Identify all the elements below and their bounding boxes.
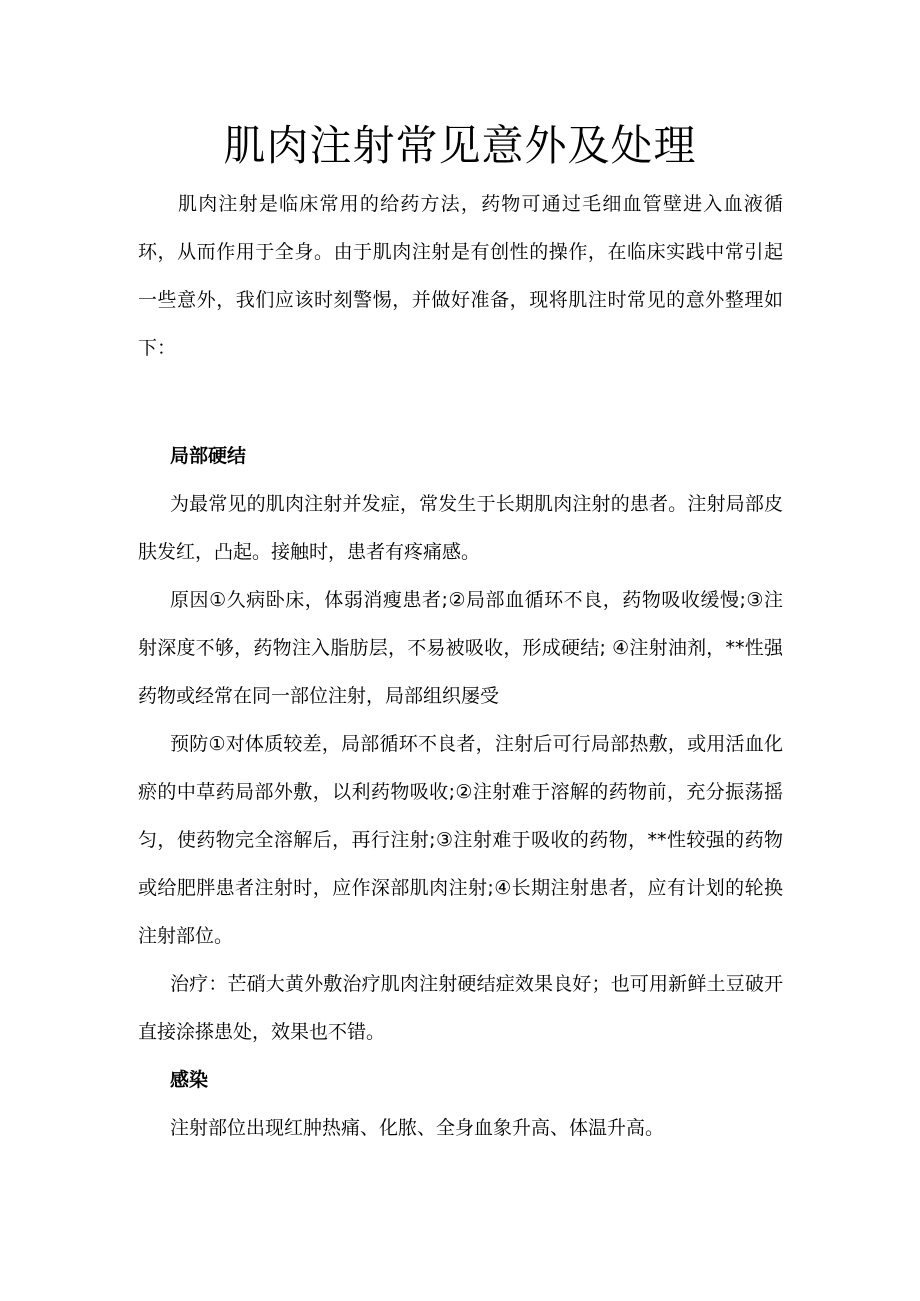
section-spacer <box>138 372 783 432</box>
section-paragraph: 治疗：芒硝大黄外敷治疗肌肉注射硬结症效果良好；也可用新鲜土豆破开直接涂搽患处，效果也不错。 <box>138 973 783 1043</box>
section-paragraph: 原因①久病卧床，体弱消瘦患者;②局部血循环不良，药物吸收缓慢;③注射深度不够，药物注入脂肪层，不易被吸收，形成硬结; ④注射油剂，**性强药物或经常在同一部位注射，局部组织屡受 <box>138 589 783 707</box>
document-title: 肌肉注射常见意外及处理 <box>223 121 697 170</box>
section-infection <box>138 1056 783 1152</box>
document-body <box>138 180 783 1152</box>
intro-paragraph: 肌肉注射是临床常用的给药方法，药物可通过毛细血管壁进入血液循环，从而作用于全身。由于肌肉注射是有创性的操作，在临床实践中常引起一些意外，我们应该时刻警惕，并做好准备，现将肌注时常见的意外整理如下： <box>138 193 783 359</box>
section-paragraph: 注射部位出现红肿热痛、化脓、全身血象升高、体温升高。 <box>170 1117 665 1139</box>
section-local-induration <box>138 432 783 1056</box>
section-paragraph: 为最常见的肌肉注射并发症，常发生于长期肌肉注射的患者。注射局部皮肤发红，凸起。接触时，患者有疼痛感。 <box>138 493 783 563</box>
section-heading: 局部硬结 <box>170 445 247 467</box>
section-paragraph: 预防①对体质较差，局部循环不良者，注射后可行局部热敷，或用活血化瘀的中草药局部外敷，以利药物吸收;②注射难于溶解的药物前，充分振荡摇匀，使药物完全溶解后，再行注射;③注射难于吸收的药物，**性较强的药物或给肥胖患者注射时，应作深部肌肉注射;④长期注射患者，应有计划的轮换注射部位。 <box>138 733 783 947</box>
section-heading: 感染 <box>170 1069 209 1091</box>
